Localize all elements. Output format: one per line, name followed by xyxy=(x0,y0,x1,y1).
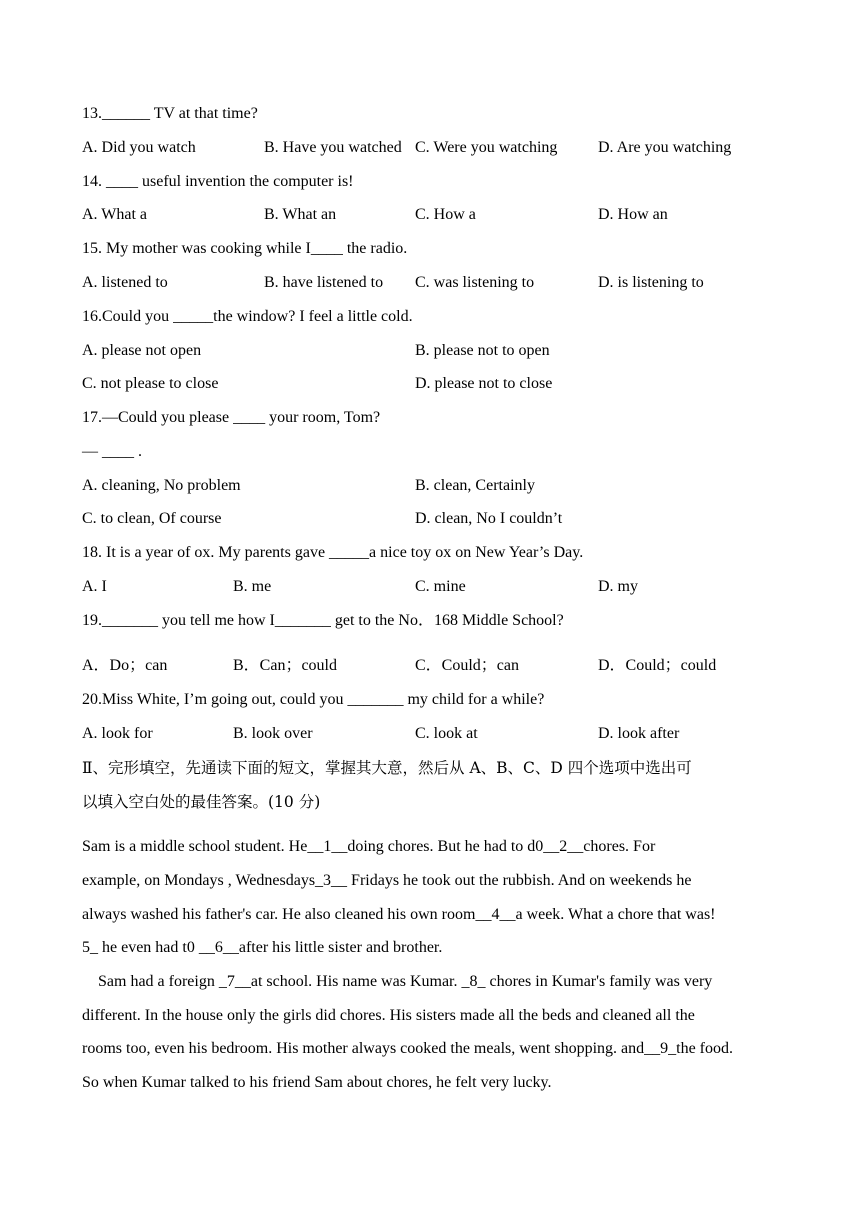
q17-option-d: D. clean, No I couldn’t xyxy=(415,510,563,527)
q14-option-b: B. What an xyxy=(264,206,337,223)
q15-option-d: D. is listening to xyxy=(598,274,704,291)
passage-line xyxy=(82,972,712,992)
passage-line xyxy=(82,938,442,958)
blank-9: __9_ xyxy=(644,1040,677,1057)
section-2-heading-line1: Ⅱ、完形填空，先通读下面的短文，掌握其大意，然后从 A、B、C、D 四个选项中选出可 xyxy=(82,759,692,777)
blank-4: __4__ xyxy=(475,906,516,923)
question-16-stem: 16.Could you _____the window? I feel a little cold. xyxy=(82,308,413,325)
question-20-stem: 20.Miss White, I’m going out, could you _______ my child for a while? xyxy=(82,691,545,708)
q20-option-a: A. look for xyxy=(82,725,153,742)
passage-text: doing chores. But he had to d0 xyxy=(347,838,544,855)
q17-option-b: B. clean, Certainly xyxy=(415,477,535,494)
passage-text: the food. xyxy=(676,1040,733,1057)
passage-text: chores. For xyxy=(583,838,656,855)
q17-option-c: C. to clean, Of course xyxy=(82,510,222,527)
q19-option-a: A．Do；can xyxy=(82,657,168,674)
q18-option-d: D. my xyxy=(598,578,638,595)
q18-option-b: B. me xyxy=(233,578,272,595)
question-13-stem: 13.______ TV at that time? xyxy=(82,105,258,122)
question-19-stem: 19._______ you tell me how I_______ get to the No．168 Middle School? xyxy=(82,612,564,629)
q16-option-d: D. please not to close xyxy=(415,375,553,392)
section-2-heading-line2: 以填入空白处的最佳答案。(10 分) xyxy=(82,793,321,811)
blank-1: __1__ xyxy=(307,838,348,855)
blank-3: _3__ xyxy=(315,872,348,889)
passage-text: So when Kumar talked to his friend Sam about chores, he felt very lucky. xyxy=(82,1074,552,1091)
passage-text: chores in Kumar's family was very xyxy=(485,973,713,990)
q19-option-d: D．Could；could xyxy=(598,657,717,674)
passage-line xyxy=(82,1006,695,1026)
question-15-stem: 15. My mother was cooking while I____ the radio. xyxy=(82,240,408,257)
q16-option-a: A. please not open xyxy=(82,342,202,359)
blank-6: __6__ xyxy=(198,939,239,956)
passage-text: rooms too, even his bedroom. His mother always cooked the meals, went shopping. and xyxy=(82,1040,645,1057)
q14-option-d: D. How an xyxy=(598,206,668,223)
q15-option-c: C. was listening to xyxy=(415,274,535,291)
passage-text: he even had t0 xyxy=(98,939,199,956)
q15-option-a: A. listened to xyxy=(82,274,168,291)
passage-text: a week. What a chore that was! xyxy=(515,906,716,923)
q20-option-c: C. look at xyxy=(415,725,478,742)
passage-text: always washed his father's car. He also cleaned his own room xyxy=(82,906,476,923)
q13-option-a: A. Did you watch xyxy=(82,139,196,156)
q17-option-a: A. cleaning, No problem xyxy=(82,477,241,494)
passage-text: Sam is a middle school student. He xyxy=(82,838,308,855)
question-17-stem: 17.—Could you please ____ your room, Tom? xyxy=(82,409,381,426)
q14-option-a: A. What a xyxy=(82,206,148,223)
question-18-stem: 18. It is a year of ox. My parents gave _____a nice toy ox on New Year’s Day. xyxy=(82,544,584,561)
passage-text: example, on Mondays , Wednesdays xyxy=(82,872,316,889)
q20-option-d: D. look after xyxy=(598,725,680,742)
q15-option-b: B. have listened to xyxy=(264,274,384,291)
passage-line xyxy=(82,905,716,925)
q19-option-b: B．Can；could xyxy=(233,657,337,674)
passage-text: Sam had a foreign xyxy=(82,973,219,990)
passage-text: Fridays he took out the rubbish. And on weekends he xyxy=(347,872,692,889)
blank-2: __2__ xyxy=(543,838,584,855)
q13-option-d: D. Are you watching xyxy=(598,139,732,156)
passage-text: different. In the house only the girls did chores. His sisters made all the beds and cleaned all the xyxy=(82,1007,695,1024)
blank-5: 5_ xyxy=(82,939,98,956)
passage-line xyxy=(82,1039,733,1059)
q20-option-b: B. look over xyxy=(233,725,313,742)
passage-line xyxy=(82,837,655,857)
passage-text: after his little sister and brother. xyxy=(238,939,443,956)
passage-line xyxy=(82,1073,552,1093)
passage-text: at school. His name was Kumar. xyxy=(250,973,462,990)
q14-option-c: C. How a xyxy=(415,206,476,223)
q16-option-b: B. please not to open xyxy=(415,342,550,359)
question-17-stem-reply: — ____ . xyxy=(82,443,142,460)
question-14-stem: 14. ____ useful invention the computer is! xyxy=(82,173,354,190)
passage-line xyxy=(82,871,691,891)
q18-option-c: C. mine xyxy=(415,578,466,595)
q13-option-c: C. Were you watching xyxy=(415,139,558,156)
q16-option-c: C. not please to close xyxy=(82,375,219,392)
q13-option-b: B. Have you watched xyxy=(264,139,402,156)
q19-option-c: C．Could；can xyxy=(415,657,519,674)
blank-7: _7__ xyxy=(218,973,251,990)
q18-option-a: A. I xyxy=(82,578,107,595)
blank-8: _8_ xyxy=(461,973,486,990)
